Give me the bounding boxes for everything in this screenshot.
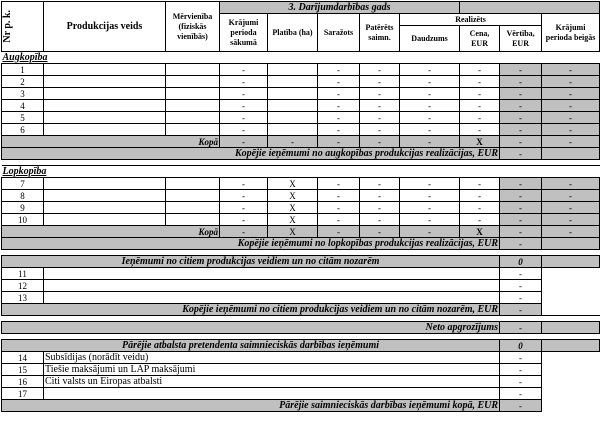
value-cell[interactable]: -: [360, 76, 400, 88]
value-cell[interactable]: -: [318, 112, 360, 124]
unit-cell: [166, 64, 220, 76]
value-cell[interactable]: -: [460, 64, 500, 76]
description-cell: [44, 388, 500, 400]
table-row: [2, 352, 600, 364]
value-cell[interactable]: -: [220, 88, 268, 100]
value-cell: -: [500, 292, 542, 304]
value-cell[interactable]: -: [460, 124, 500, 136]
table-row: [2, 268, 600, 280]
value-cell[interactable]: -: [360, 214, 400, 226]
col-area: Platība (ha): [268, 14, 318, 52]
value-cell[interactable]: -: [318, 100, 360, 112]
value-cell[interactable]: -: [318, 190, 360, 202]
supp-total-row: Pārējie saimnieciskās darbības ieņēmumi kopā, EUR -: [2, 400, 600, 412]
value-cell[interactable]: -: [500, 190, 542, 202]
value-cell: -: [500, 268, 542, 280]
value-cell[interactable]: -: [460, 190, 500, 202]
value-cell[interactable]: -: [400, 64, 460, 76]
table-row: [2, 76, 600, 88]
product-cell: [44, 76, 166, 88]
value-cell[interactable]: [268, 76, 318, 88]
value-cell[interactable]: [268, 88, 318, 100]
unit-cell: [166, 124, 220, 136]
value-cell[interactable]: [268, 112, 318, 124]
table-row: [2, 280, 600, 292]
value-cell: -: [500, 388, 542, 400]
col-price: Cena, EUR: [460, 26, 500, 52]
value-cell[interactable]: -: [318, 178, 360, 190]
description-cell: Tiešie maksājumi un LAP maksājumi: [44, 364, 500, 376]
col-product-type: Produkcijas veids: [44, 2, 166, 52]
section-lopkopiba: Lopkopība: [2, 166, 600, 178]
product-cell: [44, 190, 166, 202]
unit-cell: [166, 76, 220, 88]
aug-rows: [2, 64, 600, 136]
col-stock-start: Krājumi perioda sākumā: [220, 14, 268, 52]
other-title-row: Ieņēmumi no citiem produkcijas veidiem un no citām nozarēm 0: [2, 256, 600, 268]
value-cell[interactable]: -: [460, 100, 500, 112]
unit-cell: [166, 190, 220, 202]
value-cell[interactable]: -: [542, 178, 600, 190]
row-number: 12: [2, 280, 44, 292]
value-cell: -: [500, 376, 542, 388]
description-cell[interactable]: [44, 280, 500, 292]
value-cell[interactable]: -: [542, 100, 600, 112]
row-number: 6: [2, 124, 44, 136]
lop-kopa-row: Kopā - X - - - X - -: [2, 226, 600, 238]
value-cell: -: [500, 352, 542, 364]
value-cell[interactable]: -: [460, 178, 500, 190]
row-number: 11: [2, 268, 44, 280]
value-cell[interactable]: -: [460, 202, 500, 214]
value-cell[interactable]: -: [542, 202, 600, 214]
value-cell[interactable]: -: [220, 178, 268, 190]
row-number: 8: [2, 190, 44, 202]
row-number: 17: [2, 388, 44, 400]
value-cell[interactable]: -: [500, 124, 542, 136]
value-cell[interactable]: -: [400, 202, 460, 214]
value-cell[interactable]: -: [460, 88, 500, 100]
value-cell[interactable]: -: [318, 88, 360, 100]
table-row: [2, 388, 600, 400]
value-cell: -: [500, 364, 542, 376]
value-cell[interactable]: -: [542, 124, 600, 136]
col-consumed: Patērēts saimn.: [360, 14, 400, 52]
description-cell: Subsīdijas (norādīt veidu): [44, 352, 500, 364]
value-cell[interactable]: -: [500, 76, 542, 88]
value-cell[interactable]: -: [542, 76, 600, 88]
value-cell[interactable]: -: [318, 214, 360, 226]
value-cell[interactable]: -: [542, 64, 600, 76]
other-rows: [2, 268, 600, 304]
value-cell[interactable]: -: [500, 100, 542, 112]
value-cell[interactable]: -: [360, 88, 400, 100]
col-quantity: Daudzums: [400, 26, 460, 52]
row-number: 15: [2, 364, 44, 376]
aug-kopa-row: Kopā - - - - - X - -: [2, 136, 600, 148]
value-cell[interactable]: -: [500, 112, 542, 124]
unit-cell: [166, 88, 220, 100]
value-cell[interactable]: X: [268, 202, 318, 214]
description-cell[interactable]: [44, 268, 500, 280]
col-sold: Realizēts: [400, 14, 542, 26]
table-row: [2, 292, 600, 304]
row-number: 13: [2, 292, 44, 304]
value-cell[interactable]: -: [318, 64, 360, 76]
row-number: 16: [2, 376, 44, 388]
value-cell[interactable]: -: [400, 124, 460, 136]
lop-rows: [2, 178, 600, 226]
value-cell[interactable]: -: [360, 100, 400, 112]
col-value: Vērtība, EUR: [500, 26, 542, 52]
value-cell[interactable]: X: [268, 214, 318, 226]
value-cell[interactable]: -: [400, 178, 460, 190]
value-cell[interactable]: -: [360, 64, 400, 76]
row-number: 9: [2, 202, 44, 214]
product-cell: [44, 124, 166, 136]
value-cell[interactable]: -: [460, 76, 500, 88]
table-row: [2, 112, 600, 124]
other-total-row: Kopējie ieņēmumi no citiem produkcijas veidiem un no citām nozarēm, EUR -: [2, 304, 600, 316]
unit-cell: [166, 202, 220, 214]
row-number: 4: [2, 100, 44, 112]
table-row: [2, 376, 600, 388]
product-cell: [44, 64, 166, 76]
table-row: [2, 64, 600, 76]
value-cell[interactable]: -: [400, 214, 460, 226]
value-cell[interactable]: -: [400, 76, 460, 88]
description-cell: Citi valsts un Eiropas atbalsti: [44, 376, 500, 388]
value-cell[interactable]: -: [220, 202, 268, 214]
table-row: [2, 190, 600, 202]
value-cell[interactable]: -: [542, 112, 600, 124]
unit-cell: [166, 112, 220, 124]
value-cell: -: [500, 280, 542, 292]
value-cell[interactable]: -: [500, 214, 542, 226]
value-cell[interactable]: -: [360, 202, 400, 214]
value-cell[interactable]: -: [360, 112, 400, 124]
product-cell: [44, 178, 166, 190]
value-cell[interactable]: -: [220, 190, 268, 202]
value-cell[interactable]: -: [400, 88, 460, 100]
unit-cell: [166, 100, 220, 112]
row-number: 1: [2, 64, 44, 76]
table-row: [2, 100, 600, 112]
value-cell[interactable]: -: [318, 202, 360, 214]
value-cell[interactable]: -: [318, 76, 360, 88]
table-row: [2, 364, 600, 376]
value-cell[interactable]: -: [400, 100, 460, 112]
row-number: 14: [2, 352, 44, 364]
value-cell[interactable]: -: [500, 202, 542, 214]
row-number: 10: [2, 214, 44, 226]
col-unit: Mērvienība (fiziskās vienībās): [166, 2, 220, 52]
financial-table: [1, 1, 600, 412]
value-cell[interactable]: -: [500, 64, 542, 76]
neto-row: Neto apgrozījums -: [2, 322, 600, 334]
description-cell[interactable]: [44, 292, 500, 304]
value-cell[interactable]: [268, 124, 318, 136]
product-cell: [44, 202, 166, 214]
row-number: 7: [2, 178, 44, 190]
col-harvested: Saražots: [318, 14, 360, 52]
table-row: [2, 214, 600, 226]
col-nr: Nr p. k.: [2, 2, 44, 52]
product-cell: [44, 112, 166, 124]
row-number: 2: [2, 76, 44, 88]
value-cell[interactable]: -: [220, 100, 268, 112]
value-cell[interactable]: -: [542, 214, 600, 226]
unit-cell: [166, 214, 220, 226]
value-cell[interactable]: -: [360, 190, 400, 202]
year-header: 3. Darījumdarbības gads: [220, 2, 460, 14]
value-cell[interactable]: -: [460, 214, 500, 226]
product-cell: [44, 100, 166, 112]
value-cell[interactable]: X: [268, 178, 318, 190]
value-cell[interactable]: -: [318, 124, 360, 136]
value-cell[interactable]: -: [220, 214, 268, 226]
row-number: 3: [2, 88, 44, 100]
value-cell[interactable]: -: [542, 190, 600, 202]
value-cell[interactable]: -: [220, 112, 268, 124]
supp-title-row: Pārējie atbalsta pretendenta saimnieciskās darbības ieņēmumi 0: [2, 340, 600, 352]
col-stock-end: Krājumi perioda beigās: [542, 14, 600, 52]
value-cell[interactable]: -: [220, 76, 268, 88]
value-cell[interactable]: -: [400, 190, 460, 202]
supp-rows: [2, 352, 600, 400]
value-cell[interactable]: -: [500, 88, 542, 100]
section-augkopiba: Augkopība: [2, 52, 600, 64]
value-cell[interactable]: X: [268, 190, 318, 202]
value-cell[interactable]: [268, 100, 318, 112]
value-cell[interactable]: -: [220, 124, 268, 136]
lop-total-row: Kopējie ieņēmumi no lopkopības produkcijas realizācijas, EUR -: [2, 238, 600, 250]
table-row: [2, 124, 600, 136]
value-cell[interactable]: -: [542, 88, 600, 100]
value-cell[interactable]: -: [220, 64, 268, 76]
table-row: [2, 178, 600, 190]
table-row: [2, 202, 600, 214]
value-cell[interactable]: -: [360, 178, 400, 190]
product-cell: [44, 88, 166, 100]
aug-total-row: Kopējie ieņēmumi no augkopības produkcijas realizācijas, EUR -: [2, 148, 600, 160]
row-number: 5: [2, 112, 44, 124]
value-cell[interactable]: -: [400, 112, 460, 124]
unit-cell: [166, 178, 220, 190]
table-row: [2, 88, 600, 100]
value-cell[interactable]: [268, 64, 318, 76]
value-cell[interactable]: -: [460, 112, 500, 124]
product-cell: [44, 214, 166, 226]
value-cell[interactable]: -: [500, 178, 542, 190]
value-cell[interactable]: -: [360, 124, 400, 136]
